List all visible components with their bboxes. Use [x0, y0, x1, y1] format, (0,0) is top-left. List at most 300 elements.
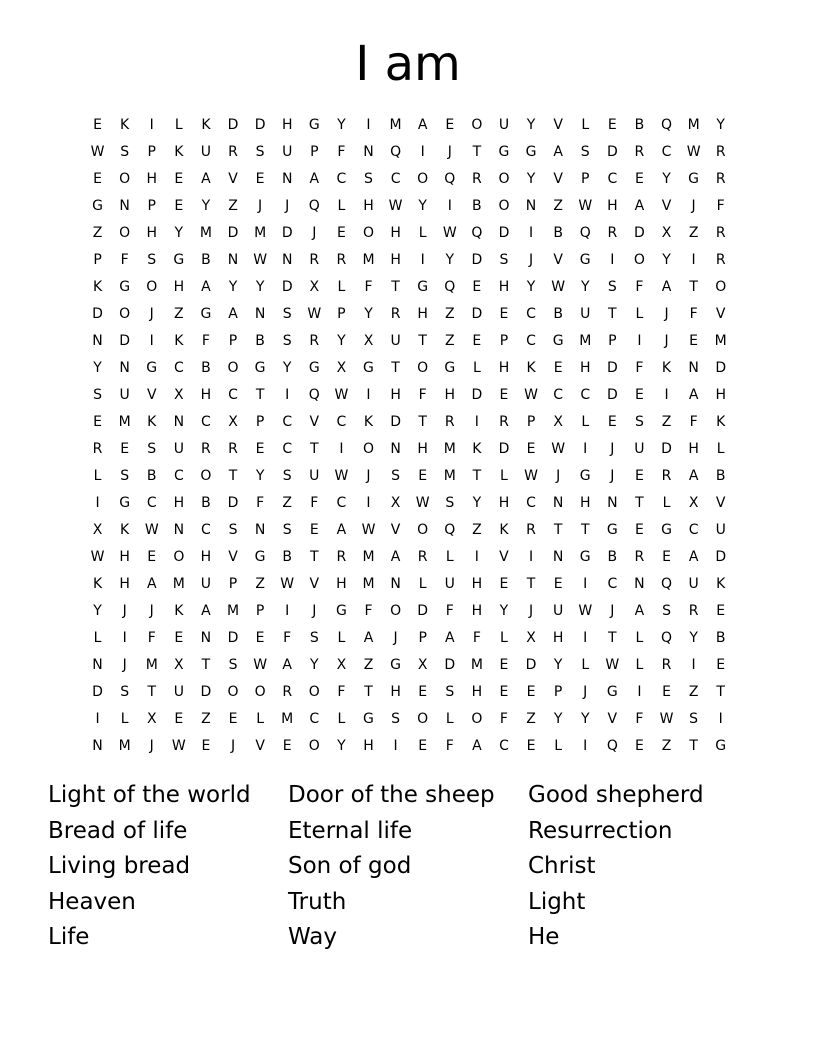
grid-letter: Y [255, 278, 265, 295]
grid-letter: S [391, 467, 401, 484]
grid-letter: W [144, 521, 159, 538]
grid-row [84, 543, 735, 570]
grid-letter: P [228, 332, 238, 349]
grid-letter: S [607, 278, 617, 295]
grid-letter: U [309, 467, 320, 484]
grid-letter: X [363, 332, 374, 349]
grid-letter: W [415, 494, 430, 511]
grid-letter: O [471, 710, 483, 727]
grid-letter: O [417, 521, 429, 538]
grid-letter: E [93, 413, 102, 430]
grid-letter: C [688, 521, 699, 538]
grid-letter: S [391, 710, 401, 727]
grid-letter: V [146, 386, 157, 403]
grid-letter: T [580, 521, 590, 538]
grid-letter: H [579, 359, 591, 376]
grid-letter: Y [282, 359, 292, 376]
grid-letter: F [445, 737, 454, 754]
grid-letter: O [227, 683, 239, 700]
grid-letter: G [254, 359, 266, 376]
grid-letter: H [390, 683, 401, 700]
grid-letter: C [282, 413, 293, 430]
grid-letter: A [472, 737, 482, 754]
grid-letter: H [417, 305, 428, 322]
grid-letter: S [689, 710, 699, 727]
grid-letter: Y [499, 602, 509, 619]
grid-letter: L [337, 710, 346, 727]
grid-letter: G [254, 548, 266, 565]
grid-letter: H [417, 440, 428, 457]
grid-letter: Z [174, 305, 184, 322]
grid-letter: I [366, 116, 371, 133]
grid-letter: K [472, 440, 482, 457]
grid-letter: E [716, 602, 726, 619]
grid-letter: I [95, 710, 100, 727]
grid-letter: D [444, 656, 456, 673]
grid-row [84, 408, 735, 435]
grid-letter: S [147, 440, 157, 457]
grid-letter: C [553, 386, 564, 403]
grid-letter: S [282, 332, 292, 349]
grid-letter: W [253, 251, 268, 268]
grid-letter: A [146, 575, 157, 592]
grid-letter: J [528, 602, 534, 619]
grid-letter: G [308, 359, 320, 376]
grid-letter: E [662, 548, 671, 565]
grid-letter: H [390, 251, 401, 268]
grid-letter: J [230, 737, 236, 754]
grid-letter: N [119, 359, 130, 376]
grid-letter: O [498, 197, 510, 214]
grid-letter: E [201, 737, 211, 754]
grid-row [84, 138, 735, 165]
grid-letter: J [583, 683, 588, 700]
grid-letter: M [443, 440, 456, 457]
grid-letter: E [120, 440, 130, 457]
grid-letter: D [281, 224, 293, 241]
grid-letter: L [418, 575, 427, 592]
grid-letter: D [661, 440, 672, 457]
grid-letter: H [471, 575, 483, 592]
grid-letter: H [390, 386, 401, 403]
grid-letter: R [607, 224, 618, 241]
grid-letter: H [146, 224, 157, 241]
grid-letter: T [364, 683, 373, 700]
grid-letter: P [581, 170, 590, 187]
grid-row [84, 732, 735, 759]
grid-letter: V [390, 521, 401, 538]
grid-letter: N [281, 170, 293, 187]
grid-letter: S [228, 656, 238, 673]
grid-letter: R [92, 440, 103, 457]
grid-letter: D [227, 494, 239, 511]
grid-letter: W [605, 656, 620, 673]
grid-letter: I [339, 440, 344, 457]
grid-letter: P [608, 332, 617, 349]
grid-letter: X [661, 224, 672, 241]
grid-letter: N [227, 251, 239, 268]
grid-letter: O [390, 602, 402, 619]
grid-letter: L [635, 656, 644, 673]
grid-letter: D [606, 143, 618, 160]
grid-letter: V [228, 170, 238, 187]
grid-letter: I [285, 386, 290, 403]
grid-row [84, 597, 735, 624]
grid-letter: M [226, 602, 240, 619]
grid-letter: I [583, 629, 588, 646]
grid-letter: L [581, 116, 590, 133]
grid-letter: M [579, 332, 592, 349]
grid-letter: O [362, 440, 374, 457]
grid-letter: A [634, 197, 645, 214]
grid-letter: F [201, 332, 210, 349]
grid-letter: F [445, 602, 454, 619]
grid-letter: F [635, 710, 644, 727]
grid-row [84, 192, 735, 219]
grid-letter: J [366, 467, 371, 484]
grid-letter: R [390, 305, 401, 322]
word-list [48, 778, 768, 956]
grid-letter: S [364, 170, 373, 187]
grid-letter: Y [337, 332, 346, 349]
grid-letter: U [580, 305, 591, 322]
grid-letter: C [336, 413, 347, 430]
grid-letter: Y [93, 602, 102, 619]
grid-letter: F [364, 602, 373, 619]
grid-letter: T [553, 521, 563, 538]
grid-letter: Y [310, 656, 319, 673]
grid-letter: L [337, 197, 346, 214]
grid-letter: V [255, 737, 265, 754]
grid-letter: H [552, 629, 564, 646]
grid-letter: I [583, 737, 588, 754]
grid-letter: P [147, 143, 156, 160]
grid-letter: A [661, 278, 672, 295]
grid-letter: C [173, 359, 184, 376]
grid-letter: E [472, 278, 482, 295]
grid-row [84, 651, 735, 678]
grid-letter: T [689, 278, 698, 295]
grid-letter: E [309, 521, 319, 538]
grid-letter: P [93, 251, 102, 268]
grid-letter: Z [201, 710, 211, 727]
grid-letter: A [201, 170, 211, 187]
grid-letter: U [200, 143, 212, 160]
grid-letter: V [661, 197, 672, 214]
grid-letter: N [525, 197, 537, 214]
grid-letter: J [664, 305, 669, 322]
grid-letter: X [174, 656, 184, 673]
grid-letter: H [336, 575, 347, 592]
grid-letter: J [691, 197, 696, 214]
grid-letter: Z [553, 197, 563, 214]
word-list-item: Bread of life [48, 817, 188, 844]
grid-letter: S [445, 494, 455, 511]
grid-letter: A [309, 170, 320, 187]
grid-letter: F [418, 386, 427, 403]
grid-letter: G [579, 548, 591, 565]
grid-letter: K [716, 575, 726, 592]
grid-letter: I [149, 116, 154, 133]
grid-letter: E [553, 575, 563, 592]
word-list-item: Good shepherd [528, 782, 704, 808]
grid-letter: L [635, 305, 644, 322]
grid-letter: P [255, 602, 265, 619]
grid-letter: J [528, 251, 534, 268]
grid-letter: D [471, 251, 483, 268]
grid-letter: C [499, 737, 509, 754]
grid-letter: W [578, 602, 593, 619]
grid-letter: I [664, 386, 669, 403]
grid-letter: Q [390, 143, 402, 160]
grid-letter: V [553, 251, 563, 268]
word-list-item: Door of the sheep [288, 782, 495, 808]
grid-letter: B [201, 359, 211, 376]
grid-letter: B [634, 116, 645, 133]
grid-letter: E [174, 170, 184, 187]
grid-letter: N [92, 332, 103, 349]
grid-letter: F [364, 278, 373, 295]
grid-letter: R [499, 413, 509, 430]
grid-letter: K [661, 359, 672, 376]
grid-letter: V [553, 116, 563, 133]
grid-letter: O [308, 683, 320, 700]
grid-letter: L [337, 629, 346, 646]
grid-letter: D [92, 305, 103, 322]
grid-letter: C [336, 494, 347, 511]
grid-letter: E [445, 116, 455, 133]
grid-letter: Y [553, 710, 563, 727]
grid-letter: S [282, 521, 292, 538]
grid-letter: X [336, 359, 347, 376]
grid-letter: T [608, 305, 617, 322]
grid-row [84, 246, 735, 273]
grid-letter: E [93, 170, 102, 187]
grid-letter: U [390, 332, 401, 349]
grid-letter: Y [580, 710, 590, 727]
grid-letter: H [173, 278, 185, 295]
grid-letter: E [174, 197, 184, 214]
grid-letter: C [336, 170, 347, 187]
grid-letter: N [363, 143, 374, 160]
word-list-item: Heaven [48, 888, 136, 915]
grid-letter: G [363, 710, 374, 727]
grid-row [84, 111, 735, 138]
grid-row [84, 381, 735, 408]
grid-letter: F [283, 629, 292, 646]
grid-letter: O [417, 170, 429, 187]
grid-letter: L [418, 224, 427, 241]
grid-letter: L [500, 467, 508, 484]
grid-letter: Q [661, 629, 673, 646]
grid-letter: Y [337, 737, 346, 754]
grid-letter: N [552, 494, 564, 511]
grid-letter: S [93, 386, 102, 403]
grid-letter: W [686, 143, 701, 160]
grid-letter: C [580, 386, 591, 403]
grid-letter: S [255, 143, 265, 160]
grid-letter: L [93, 629, 102, 646]
grid-letter: C [309, 710, 320, 727]
grid-letter: M [145, 656, 158, 673]
grid-letter: D [634, 224, 645, 241]
grid-letter: U [200, 575, 212, 592]
grid-letter: D [200, 683, 212, 700]
grid-letter: C [526, 494, 536, 511]
grid-letter: K [363, 413, 374, 430]
grid-letter: J [664, 332, 669, 349]
grid-letter: I [447, 197, 452, 214]
grid-letter: N [390, 575, 401, 592]
grid-letter: E [336, 224, 346, 241]
grid-letter: F [256, 494, 265, 511]
grid-letter: B [553, 305, 563, 322]
grid-letter: A [688, 467, 699, 484]
grid-letter: O [200, 467, 212, 484]
grid-letter: Y [526, 278, 536, 295]
grid-letter: E [255, 170, 265, 187]
grid-letter: Y [526, 170, 536, 187]
grid-letter: T [228, 467, 238, 484]
grid-letter: K [526, 359, 536, 376]
word-list-item: Resurrection [528, 817, 673, 844]
grid-letter: T [255, 386, 265, 403]
grid-letter: D [92, 683, 103, 700]
grid-letter: M [118, 413, 131, 430]
grid-letter: G [579, 467, 591, 484]
grid-letter: O [471, 116, 483, 133]
grid-letter: B [715, 629, 726, 646]
grid-letter: S [499, 251, 509, 268]
grid-letter: R [526, 521, 536, 538]
grid-letter: S [120, 143, 130, 160]
grid-letter: X [553, 413, 563, 430]
grid-letter: R [228, 440, 238, 457]
grid-letter: Z [526, 710, 536, 727]
grid-letter: N [254, 521, 266, 538]
grid-letter: K [174, 143, 184, 160]
grid-letter: H [363, 197, 374, 214]
word-list-item: Way [288, 924, 337, 950]
letter-grid [84, 111, 735, 759]
grid-letter: N [552, 548, 564, 565]
grid-letter: W [442, 224, 457, 241]
grid-letter: U [173, 683, 184, 700]
grid-letter: Q [308, 197, 320, 214]
grid-letter: L [554, 737, 563, 754]
grid-letter: H [688, 440, 699, 457]
grid-letter: A [336, 521, 347, 538]
grid-letter: A [688, 386, 699, 403]
grid-letter: Q [579, 224, 591, 241]
grid-letter: T [472, 467, 482, 484]
grid-letter: O [498, 170, 510, 187]
grid-letter: O [119, 170, 131, 187]
grid-letter: Z [92, 224, 103, 241]
grid-letter: J [610, 467, 615, 484]
grid-letter: S [309, 629, 319, 646]
grid-letter: W [280, 575, 295, 592]
grid-letter: C [201, 521, 211, 538]
grid-row [84, 678, 735, 705]
grid-letter: P [499, 332, 509, 349]
grid-letter: T [147, 683, 157, 700]
grid-letter: G [606, 683, 618, 700]
grid-letter: R [309, 332, 320, 349]
grid-letter: G [173, 251, 185, 268]
grid-letter: D [715, 359, 727, 376]
grid-letter: K [499, 521, 509, 538]
grid-letter: D [525, 656, 537, 673]
grid-letter: Y [255, 467, 265, 484]
grid-letter: J [312, 602, 317, 619]
grid-letter: N [173, 413, 185, 430]
grid-letter: W [171, 737, 186, 754]
grid-letter: E [147, 548, 157, 565]
grid-letter: M [281, 710, 294, 727]
grid-letter: S [634, 413, 644, 430]
grid-letter: Z [282, 494, 292, 511]
grid-letter: J [258, 197, 263, 214]
grid-letter: X [146, 710, 157, 727]
grid-letter: E [418, 683, 428, 700]
grid-letter: F [120, 251, 129, 268]
grid-letter: L [256, 710, 265, 727]
grid-letter: I [691, 251, 696, 268]
grid-letter: C [607, 575, 618, 592]
grid-letter: K [716, 413, 726, 430]
grid-letter: E [526, 440, 536, 457]
grid-letter: C [282, 440, 293, 457]
grid-letter: S [282, 467, 292, 484]
grid-letter: A [363, 629, 374, 646]
grid-letter: R [309, 251, 320, 268]
grid-letter: N [688, 359, 699, 376]
grid-letter: D [715, 548, 727, 565]
grid-letter: I [583, 440, 588, 457]
grid-letter: I [718, 710, 723, 727]
grid-letter: P [255, 413, 265, 430]
grid-letter: J [393, 629, 398, 646]
grid-letter: T [201, 656, 211, 673]
grid-letter: G [715, 737, 727, 754]
grid-letter: A [228, 305, 238, 322]
grid-letter: R [715, 224, 726, 241]
grid-letter: T [635, 494, 644, 511]
grid-letter: X [336, 656, 347, 673]
grid-row [84, 462, 735, 489]
grid-letter: G [525, 143, 537, 160]
grid-letter: A [634, 602, 645, 619]
grid-row [84, 705, 735, 732]
grid-letter: E [499, 656, 509, 673]
grid-letter: F [337, 143, 346, 160]
grid-letter: D [254, 116, 266, 133]
grid-letter: J [610, 602, 615, 619]
grid-letter: U [553, 602, 564, 619]
grid-letter: N [92, 656, 103, 673]
grid-letter: C [526, 332, 536, 349]
grid-letter: L [472, 359, 481, 376]
grid-letter: H [498, 494, 510, 511]
grid-letter: R [228, 143, 238, 160]
grid-letter: G [363, 359, 374, 376]
grid-letter: H [390, 224, 401, 241]
grid-letter: L [445, 548, 454, 565]
grid-letter: C [390, 170, 401, 187]
grid-letter: O [227, 359, 239, 376]
grid-letter: C [526, 305, 536, 322]
